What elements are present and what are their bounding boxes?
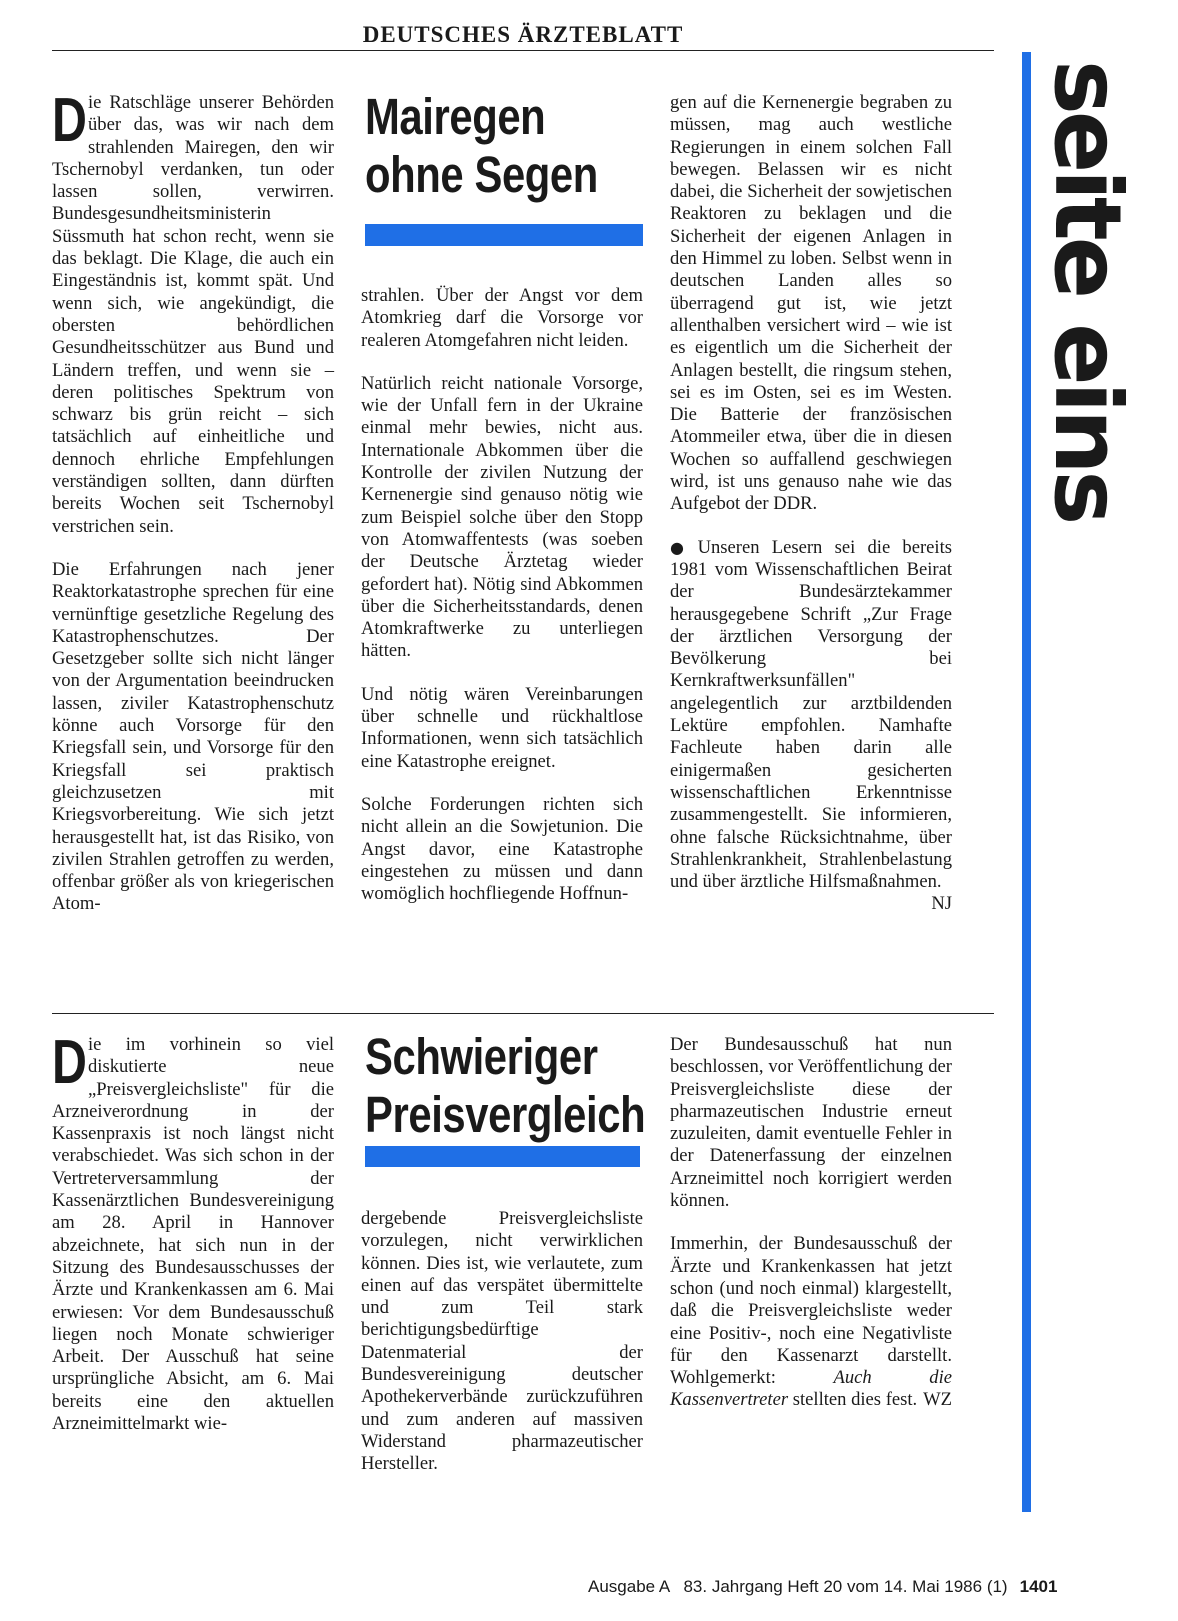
article2-col3-text2a: Immerhin, der Bundesausschuß der Ärzte und Krankenkassen hat jetzt schon (und noch einmal) klargestellt, daß die Preisvergleichsliste weder eine Positiv-, noch eine Negativliste für den Kassenarzt darstellt. Wohlgemerkt: xyxy=(670,1233,952,1389)
footer-edition: Ausgabe A 83. Jahrgang Heft 20 vom 14. Mai 1986 (1) xyxy=(588,1577,1008,1596)
article1-col3-text2: Unseren Lesern sei die bereits 1981 vom Wissenschaftlichen Beirat der Bundesärztekammer herausgegebene Schrift „Zur Frage der ärztlichen Versorgung der Bevölkerung bei Kernkraftwerksunfällen" angelegentlich zur arztbildenden Lektüre empfohlen. Namhafte Fachleute haben darin alle einigermaßen gesicherten wissenschaftlichen Erkenntnisse zusammengestellt. Sie informieren, ohne falsche Rücksichtnahme, über Strahlenkrankheit, Strahlenbelastung und über ärztliche Hilfsmaßnahmen. xyxy=(670,536,952,893)
article2-headline-line2: Preisvergleich xyxy=(365,1086,646,1143)
article2-col3-para2 xyxy=(670,1233,952,1411)
article2-headline-bar xyxy=(365,1146,640,1167)
article1-dropcap: D xyxy=(52,86,87,155)
article2-dropcap: D xyxy=(52,1028,87,1097)
article1-col2-para4: Solche Forderungen richten sich nicht allein an die Sowjetunion. Die Angst davor, eine Katastrophe eingestehen zu müssen und dann womöglich hochfliegende Hoffnun- xyxy=(361,793,643,905)
page-number: 1401 xyxy=(1019,1577,1058,1596)
article2-col3-text2-italic: Auch die Kassenvertreter xyxy=(670,1367,952,1411)
article1-signature: NJ xyxy=(931,893,952,915)
masthead: DEUTSCHES ÄRZTEBLATT xyxy=(362,22,684,47)
article1-col1-text1: ie Ratschläge unserer Behörden über das, was wir nach dem strahlenden Mairegen, den wir Tschernobyl verdanken, tun oder lassen sollen, verwirren. Bundesgesundheitsministerin Süssmuth hat schon recht, wenn sie das beklagt. Die Klage, die auch ein Eingeständnis ist, kommt spät. Und wenn sich, wie angekündigt, die obersten behördlichen Gesundheitsschützer aus Bund und Ländern treffen, und wenn sie – deren politisches Spektrum von schwarz bis grün reicht – sich tatsächlich auf einheitliche und dennoch ehrliche Empfehlungen verständigen sollten, dann dürften bereits Wochen seit Tschernobyl verstrichen sein. xyxy=(52,92,334,537)
article1-column-2 xyxy=(361,285,643,905)
article2-signature: WZ xyxy=(923,1389,952,1411)
article1-col1-para1 xyxy=(52,86,334,538)
article1-col3-para1: gen auf die Kernenergie begraben zu müssen, mag auch westliche Regierungen in einem solchen Fall bewegen. Belassen wir es nicht dabei, die Sicherheit der sowjetischen Reaktoren zu beklagen und die Sicherheit der eigenen Anlagen in den Himmel zu loben. Selbst wenn in deutschen Landen alles so überragend gut ist, wie jetzt allenthalben versichert wird – wie ist es eigentlich um die Sicherheit der Anlagen bestellt, die ringsum stehen, sei es im Osten, sei es im Westen. Die Batterie der französischen Atommeiler etwa, über die in diesen Wochen so auffallend geschwiegen wird, ist uns genauso nahe wie das Aufgebot der DDR. xyxy=(670,92,952,515)
article1-column-1 xyxy=(52,86,334,916)
article1-col2-para1: strahlen. Über der Angst vor dem Atomkrieg darf die Vorsorge vor realeren Atomgefahren nicht leiden. xyxy=(361,285,643,351)
article2-column-2 xyxy=(361,1208,643,1476)
page-footer xyxy=(588,1577,1057,1597)
article1-col2-para2: Natürlich reicht nationale Vorsorge, wie der Unfall fern in der Ukraine einmal mehr bewies, nicht aus. Internationale Abkommen über die Kontrolle der zivilen Nutzung der Kernenergie sind genauso nötig wie zum Beispiel solche über den Stopp von Atomwaffentests (was soeben der Deutsche Ärztetag wieder gefordert hat). Nötig sind Abkommen über die Sicherheitsstandards, denen Atomkraftwerke zu unterliegen hätten. xyxy=(361,372,643,662)
article1-headline xyxy=(365,88,598,204)
article2-col1-text1: ie im vorhinein so viel diskutierte neue „Preisvergleichsliste" für die Arzneiverordnung in der Kassenpraxis ist noch längst nicht verabschiedet. Was sich schon in der Vertreterversammlung der Kassenärztlichen Bundesvereinigung am 28. April in Hannover abzeichnete, hat sich nun in der Sitzung des Bundesausschusses der Ärzte und Krankenkassen am 6. Mai erwiesen: Vor dem Bundesausschuß liegen noch Monate schwieriger Arbeit. Der Ausschuß hat seine ursprüngliche Absicht, am 6. Mai bereits eine den aktuellen Arzneimittelmarkt wie- xyxy=(52,1034,334,1435)
article1-column-3 xyxy=(670,92,952,916)
article2-col3-text2b: stellten dies fest. xyxy=(788,1389,918,1411)
article1-headline-line1: Mairegen xyxy=(365,88,546,145)
article1-col1-para2: Die Erfahrungen nach jener Reaktorkatastrophe sprechen für eine vernünftige gesetzliche Regelung des Katastrophenschutzes. Der Gesetzgeber sollte sich nicht länger von der Argumentation beeindrucken lassen, ziviler Katastrophenschutz könne auch Vorsorge für den Kriegsfall sein, und Vorsorge für den Kriegsfall sei praktisch gleichzusetzen mit Kriegsvorbereitung. Wie sich jetzt herausgestellt hat, ist das Risiko, von zivilen Strahlen getroffen zu werden, offenbar größer als von kriegerischen Atom- xyxy=(52,558,334,915)
article-divider xyxy=(52,1013,994,1014)
article2-col3-para1: Der Bundesausschuß hat nun beschlossen, vor Veröffentlichung der Preisvergleichsliste diese der pharmazeutischen Industrie erneut zuzuleiten, damit eventuelle Fehler in der Datenerfassung der einzelnen Arzneimittel noch korrigiert werden können. xyxy=(670,1034,952,1212)
article2-col2-para1: dergebende Preisvergleichsliste vorzulegen, nicht verwirklichen können. Dies ist, wie verlautete, zum einen auf das verspätet übermittelte und zum Teil stark berichtigungsbedürftige Datenmaterial der Bundesvereinigung deutscher Apothekerverbände zurückzuführen und zum anderen auf massiven Widerstand pharmazeutischer Hersteller. xyxy=(361,1208,643,1475)
section-title: seite eins xyxy=(1034,60,1141,522)
accent-stripe xyxy=(1022,52,1031,1512)
article1-headline-bar xyxy=(365,224,643,246)
masthead-rule xyxy=(52,50,994,51)
article1-col2-para3: Und nötig wären Vereinbarungen über schnelle und rückhaltlose Informationen, wenn sich tatsächlich eine Katastrophe ereignet. xyxy=(361,683,643,772)
article2-column-1 xyxy=(52,1028,334,1435)
bullet-icon: ● xyxy=(670,537,692,557)
article1-col3-para2 xyxy=(670,536,952,915)
article1-headline-line2: ohne Segen xyxy=(365,146,598,203)
article2-col1-para1 xyxy=(52,1028,334,1435)
article2-headline-line1: Schwieriger xyxy=(365,1028,598,1085)
article2-column-3 xyxy=(670,1034,952,1412)
section-title-wrap xyxy=(1034,60,1141,660)
article2-headline xyxy=(365,1028,645,1144)
